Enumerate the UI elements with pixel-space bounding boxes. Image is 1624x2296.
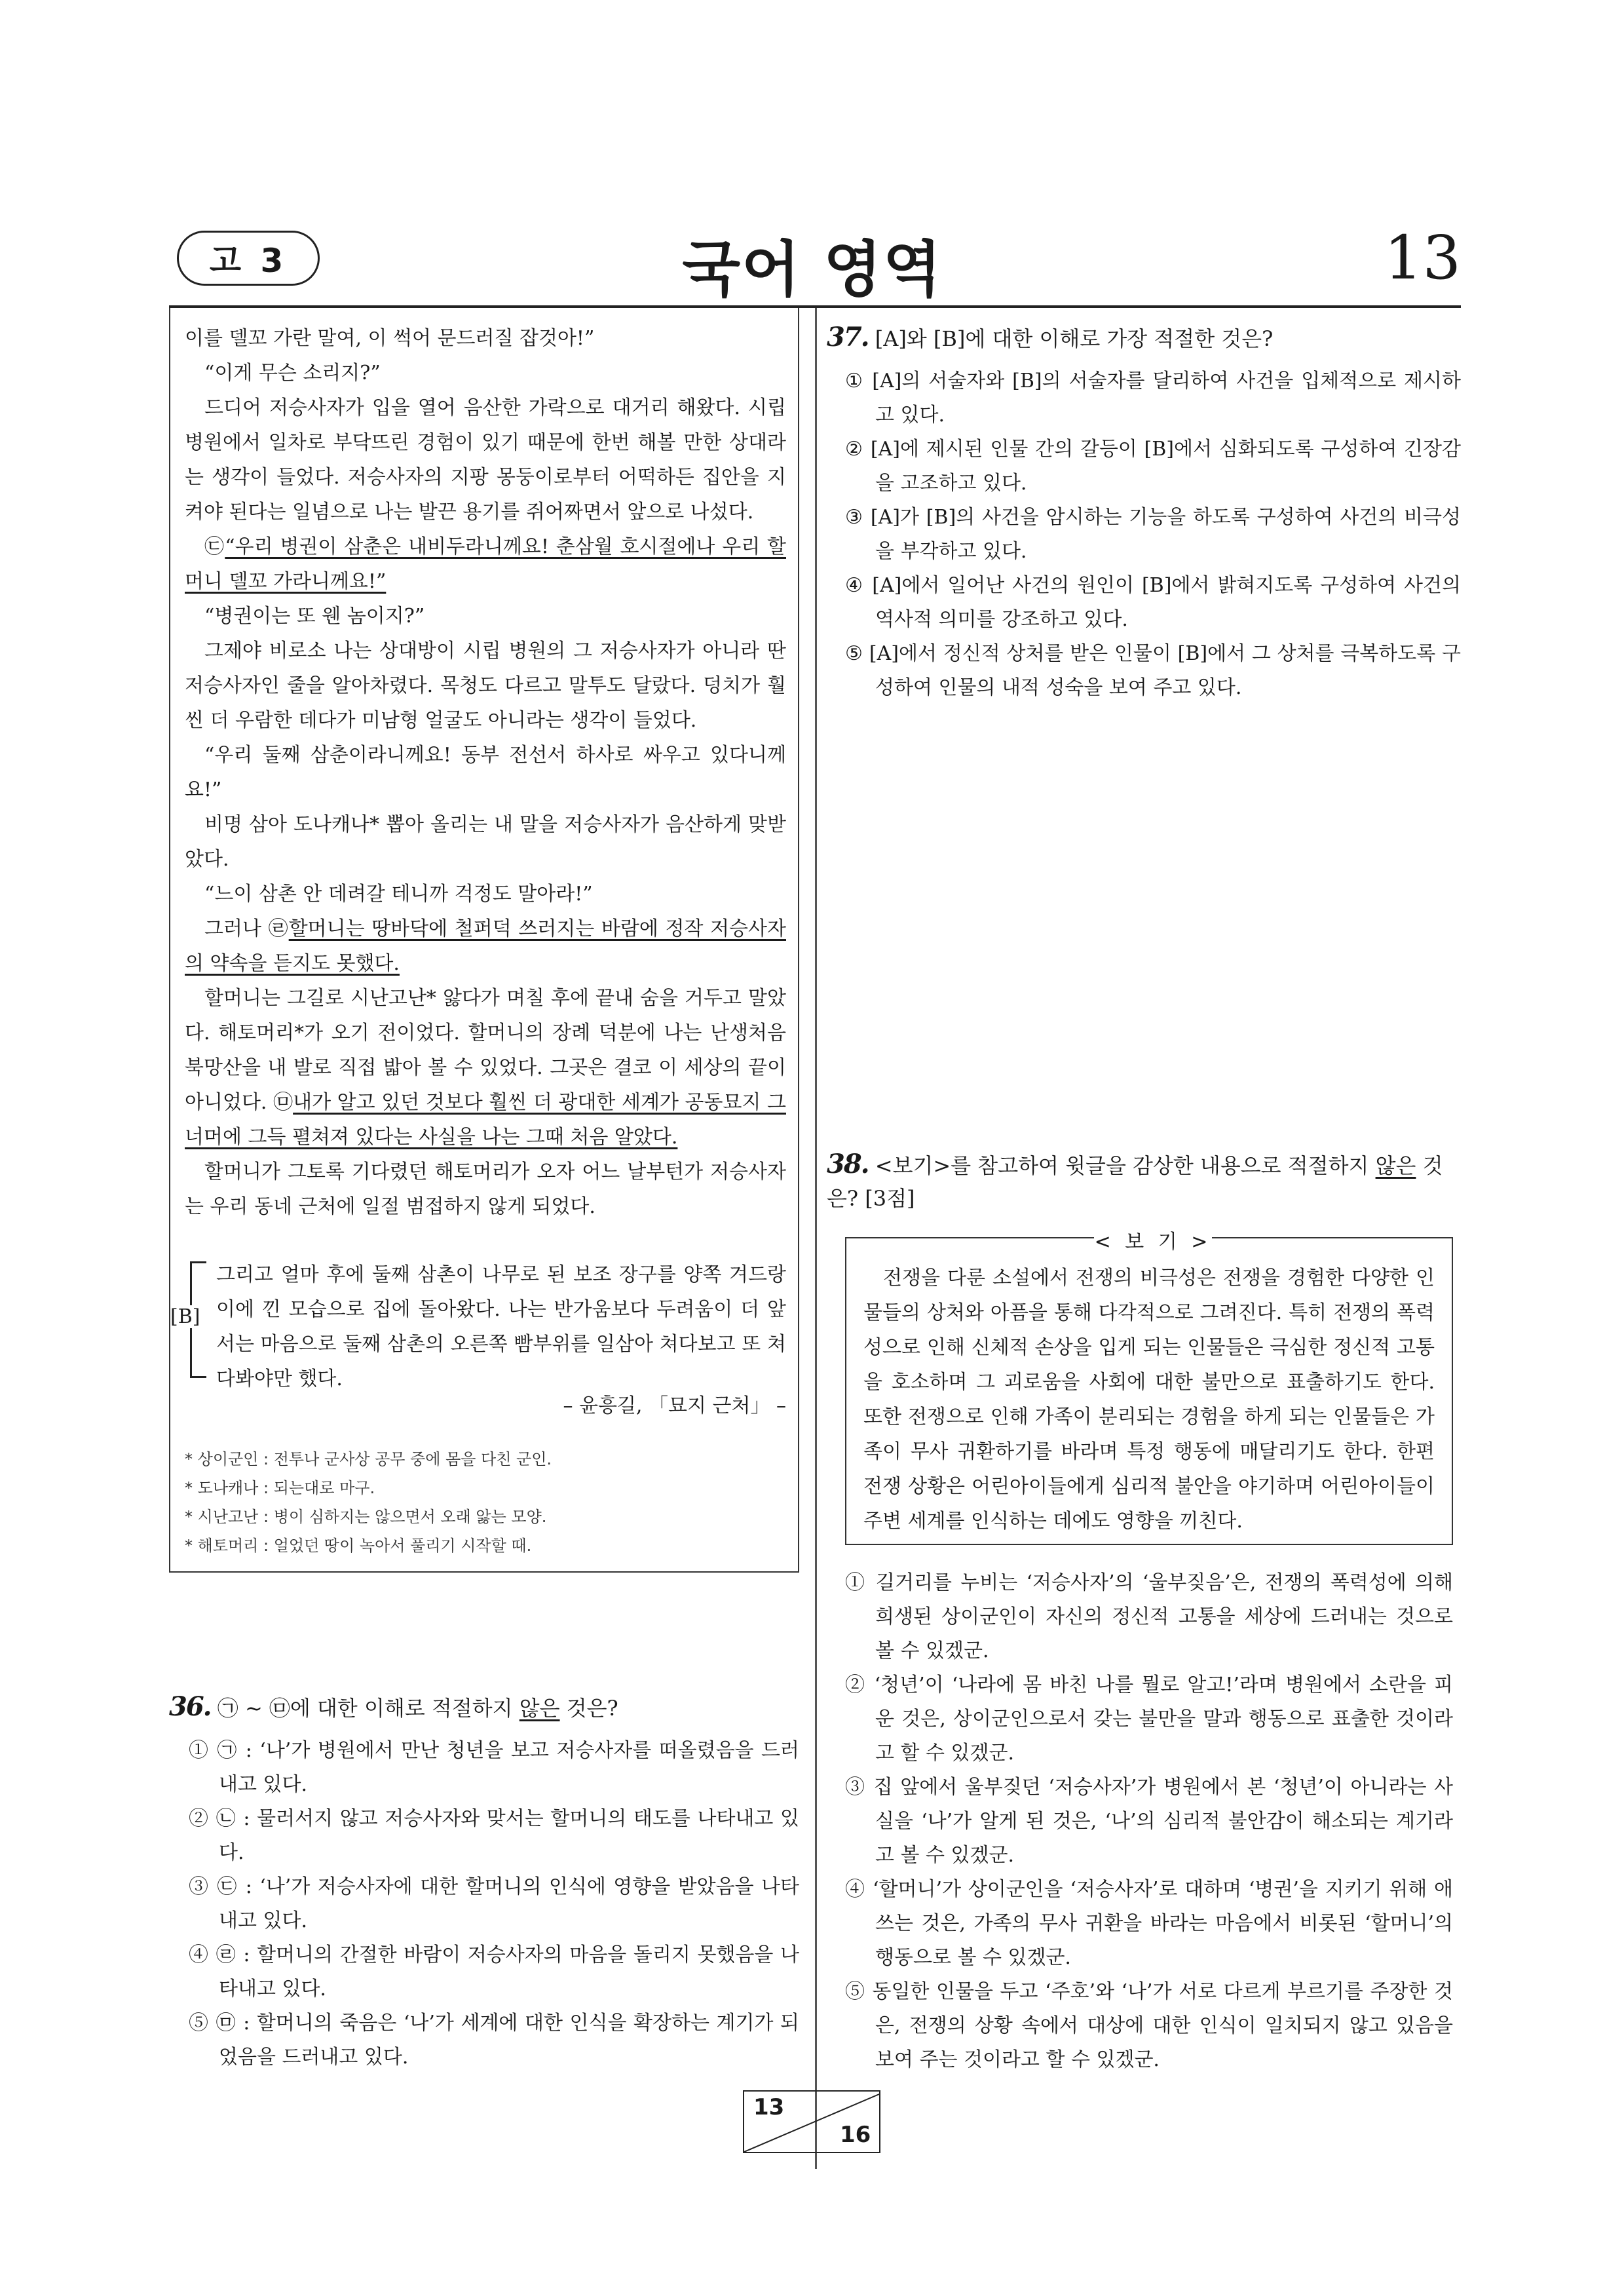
answer-option[interactable]: ④ ‘할머니’가 상이군인을 ‘저승사자’로 대하며 ‘병권’을 지키기 위해 애쓰는 것은, 가족의 무사 귀환을 바라는 마음에서 비롯된 ‘할머니’의 행동으로 볼 수 있겠군. — [845, 1878, 1453, 1969]
underlined-c-text: “우리 병권이 삼춘은 내비두라니께요! 춘삼월 호시절에나 우리 할머니 델꼬 가라니께요!” — [185, 535, 786, 593]
marker-c: ㉢ — [204, 535, 225, 558]
stem-underlined: 않은 — [1375, 1153, 1416, 1178]
passage-paragraph: 할머니는 그길로 시난고난* 앓다가 며칠 후에 끝내 숨을 거두고 말았다. 해토머리*가 오기 전이었다. 할머니의 장례 덕분에 나는 난생처음 북망산을 내 발로 직접 밟아 볼 수 있었다. 그곳은 결코 이 세상의 끝이 아니었다. — [185, 987, 786, 1114]
question-number: 38. — [827, 1149, 869, 1179]
passage-text — [185, 321, 786, 1224]
answer-option[interactable]: ② ㉡ : 물러서지 않고 저승사자와 맞서는 할머니의 태도를 나타내고 있다. — [189, 1807, 799, 1864]
bogi-text: 전쟁을 다룬 소설에서 전쟁의 비극성은 전쟁을 경험한 다양한 인물들의 상처와 아픔을 통해 다각적으로 그려진다. 특히 전쟁의 폭력성으로 인해 신체적 손상을 입게 되는 인물들은 극심한 정신적 고통을 호소하며 그 괴로움을 사회에 대한 불만으로 표출하기도 한다. 또한 전쟁으로 인해 가족이 분리되는 경험을 하게 되는 인물들은 가족이 무사 귀환하기를 바라며 특정 행동에 매달리기도 한다. 한편 전쟁 상황은 어린아이들에게 심리적 불안을 야기하며 어린아이들이 주변 세계를 인식하는 데에도 영향을 끼친다. — [863, 1267, 1435, 1533]
footnote: * 시난고난 : 병이 심하지는 않으면서 오래 앓는 모양. — [185, 1508, 547, 1526]
passage-paragraph: 그제야 비로소 나는 상대방이 시립 병원의 그 저승사자가 아니라 딴 저승사자인 줄을 알아차렸다. 목청도 다르고 말투도 달랐다. 덩치가 훨씬 더 우람한 데다가 미남형 얼굴도 아니라는 생각이 들었다. — [185, 640, 786, 732]
answer-option[interactable]: ⑤ ㉤ : 할머니의 죽음은 ‘나’가 세계에 대한 인식을 확장하는 계기가 되었음을 드러내고 있다. — [189, 2012, 799, 2069]
answer-option[interactable]: ① 길거리를 누비는 ‘저승사자’의 ‘울부짖음’은, 전쟁의 폭력성에 의해 희생된 상이군인이 자신의 정신적 고통을 세상에 드러내는 것으로 볼 수 있겠군. — [845, 1571, 1453, 1662]
passage-paragraph: “이게 무슨 소리지?” — [204, 362, 381, 385]
marker-e: ㉤ — [273, 1091, 293, 1114]
question-37 — [827, 321, 1461, 705]
question-38-options — [845, 1566, 1453, 2077]
footnotes — [185, 1445, 774, 1560]
answer-option[interactable]: ③ ㉢ : ‘나’가 저승사자에 대한 할머니의 인식에 영향을 받았음을 나타내고 있다. — [189, 1875, 799, 1932]
question-36-stem — [169, 1691, 799, 1725]
question-number: 36. — [169, 1691, 211, 1722]
answer-option[interactable]: ① ㉠ : ‘나’가 병원에서 만난 청년을 보고 저승사자를 떠올렸음을 드러내고 있다. — [189, 1739, 799, 1796]
answer-option[interactable]: ① [A]의 서술자와 [B]의 서술자를 달리하여 사건을 입체적으로 제시하고 있다. — [845, 370, 1461, 427]
question-38-stem — [827, 1148, 1461, 1215]
b-block-text: 그리고 얼마 후에 둘째 삼촌이 나무로 된 보조 장구를 양쪽 겨드랑이에 낀 모습으로 집에 돌아왔다. 나는 반가움보다 두려움이 더 앞서는 마음으로 둘째 삼촌의 오른쪽 빰부위를 일삼아 쳐다보고 또 쳐다봐야만 했다. — [216, 1263, 786, 1390]
passage-paragraph: “우리 둘째 삼춘이라니께요! 동부 전선서 하사로 싸우고 있다니께요!” — [185, 744, 786, 801]
footnote: * 도나캐나 : 되는대로 마구. — [185, 1479, 375, 1497]
stem-text: [A]와 [B]에 대한 이해로 가장 적절한 것은? — [875, 326, 1274, 351]
answer-option[interactable]: ⑤ [A]에서 정신적 상처를 받은 인물이 [B]에서 그 상처를 극복하도록 구성하여 인물의 내적 성숙을 보여 주고 있다. — [845, 642, 1461, 699]
page-total: 16 — [840, 2122, 871, 2148]
answer-option[interactable]: ② ‘청년’이 ‘나라에 몸 바친 나를 뭘로 알고!’라며 병원에서 소란을 피운 것은, 상이군인으로서 갖는 불만을 말과 행동으로 표출한 것이라고 할 수 있겠군. — [845, 1674, 1453, 1765]
stem-text: 것은? — [566, 1696, 618, 1721]
footnote: * 상이군인 : 전투나 군사상 공무 중에 몸을 다친 군인. — [185, 1450, 552, 1468]
answer-option[interactable]: ③ [A]가 [B]의 사건을 암시하는 기능을 하도록 구성하여 사건의 비극성을 부각하고 있다. — [845, 506, 1461, 563]
answer-option[interactable]: ④ [A]에서 일어난 사건의 원인이 [B]에서 밝혀지도록 구성하여 사건의 역사적 의미를 강조하고 있다. — [845, 574, 1461, 631]
page-current: 13 — [753, 2094, 785, 2120]
passage-paragraph: 이를 델꼬 가란 말여, 이 썩어 문드러질 잡것아!” — [185, 327, 595, 350]
passage-paragraph-with-e — [185, 981, 786, 1155]
marker-d: ㉣ — [268, 917, 289, 940]
para-d-before: 그러나 — [204, 917, 261, 940]
underlined-e-text: 내가 알고 있던 것보다 훨씬 더 광대한 세계가 공동묘지 그 너머에 그득 펼쳐져 있다는 사실을 나는 그때 처음 알았다. — [185, 1091, 786, 1149]
b-block — [216, 1248, 786, 1396]
question-number: 37. — [827, 322, 869, 353]
underlined-d-text: 할머니는 땅바닥에 철퍼덕 쓰러지는 바람에 정작 저승사자의 약속을 듣지도 못했다. — [185, 917, 786, 975]
b-label: [B] — [170, 1305, 200, 1328]
subject-title: 국어 영역 — [682, 235, 943, 305]
answer-option[interactable]: ③ 집 앞에서 울부짖던 ‘저승사자’가 병원에서 본 ‘청년’이 아니라는 사실을 ‘나’가 알게 된 것은, ‘나’의 심리적 불안감이 해소되는 계기라고 볼 수 있겠군. — [845, 1776, 1453, 1867]
answer-option[interactable]: ⑤ 동일한 인물을 두고 ‘주호’와 ‘나’가 서로 다르게 부르기를 주장한 것은, 전쟁의 상황 속에서 대상에 대한 인식이 일치되지 않고 있음을 보여 주는 것이라고 할 수 있겠군. — [845, 1980, 1453, 2071]
passage-source: – 윤흥길, 「묘지 근처」 – — [563, 1394, 786, 1417]
stem-text: ㉠ ~ ㉤에 대한 이해로 적절하지 — [217, 1696, 513, 1721]
answer-option[interactable]: ② [A]에 제시된 인물 간의 갈등이 [B]에서 심화되도록 구성하여 긴장감을 고조하고 있다. — [845, 438, 1461, 495]
column-divider — [815, 308, 817, 2169]
question-37-stem — [827, 321, 1461, 355]
question-36 — [169, 1691, 799, 2075]
passage-paragraph: 할머니가 그토록 기다렸던 해토머리가 오자 어느 날부턴가 저승사자는 우리 동네 근처에 일절 범접하지 않게 되었다. — [185, 1160, 786, 1218]
page-number: 13 — [1384, 223, 1461, 293]
passage-paragraph: “병권이는 또 웬 놈이지?” — [204, 605, 425, 628]
footnote: * 해토머리 : 얼었던 땅이 녹아서 풀리기 시작할 때. — [185, 1537, 532, 1555]
stem-text: <보기>를 참고하여 윗글을 감상한 내용으로 적절하지 — [875, 1153, 1369, 1178]
bogi-title: < 보 기 > — [1094, 1225, 1212, 1254]
underlined-d — [185, 911, 786, 981]
stem-underlined: 않은 — [519, 1696, 560, 1721]
answer-option[interactable]: ④ ㉣ : 할머니의 간절한 바람이 저승사자의 마음을 돌리지 못했음을 나타내고 있다. — [189, 1943, 799, 2000]
stem-text: 것은? [3점] — [827, 1153, 1443, 1211]
passage-paragraph: “느이 삼촌 안 데려갈 테니까 걱정도 말아라!” — [204, 883, 593, 906]
passage-paragraph: 드디어 저승사자가 입을 열어 음산한 가락으로 대거리 해왔다. 시립 병원에서 일차로 부닥뜨린 경험이 있기 때문에 한번 해볼 만한 상대라는 생각이 들었다. 저승사자의 지팡 몽둥이로부터 어떡하든 집안을 지켜야 된다는 일념으로 나는 발끈 용기를 쥐어짜면서 앞으로 나섰다. — [185, 396, 786, 524]
passage-paragraph: 비명 삼아 도나캐나* 뽑아 올리는 내 말을 저승사자가 음산하게 맞받았다. — [185, 813, 786, 871]
grade-badge: 고 3 — [177, 231, 320, 286]
bogi-box — [845, 1237, 1453, 1545]
underlined-c — [185, 529, 786, 599]
question-38 — [827, 1148, 1461, 1215]
